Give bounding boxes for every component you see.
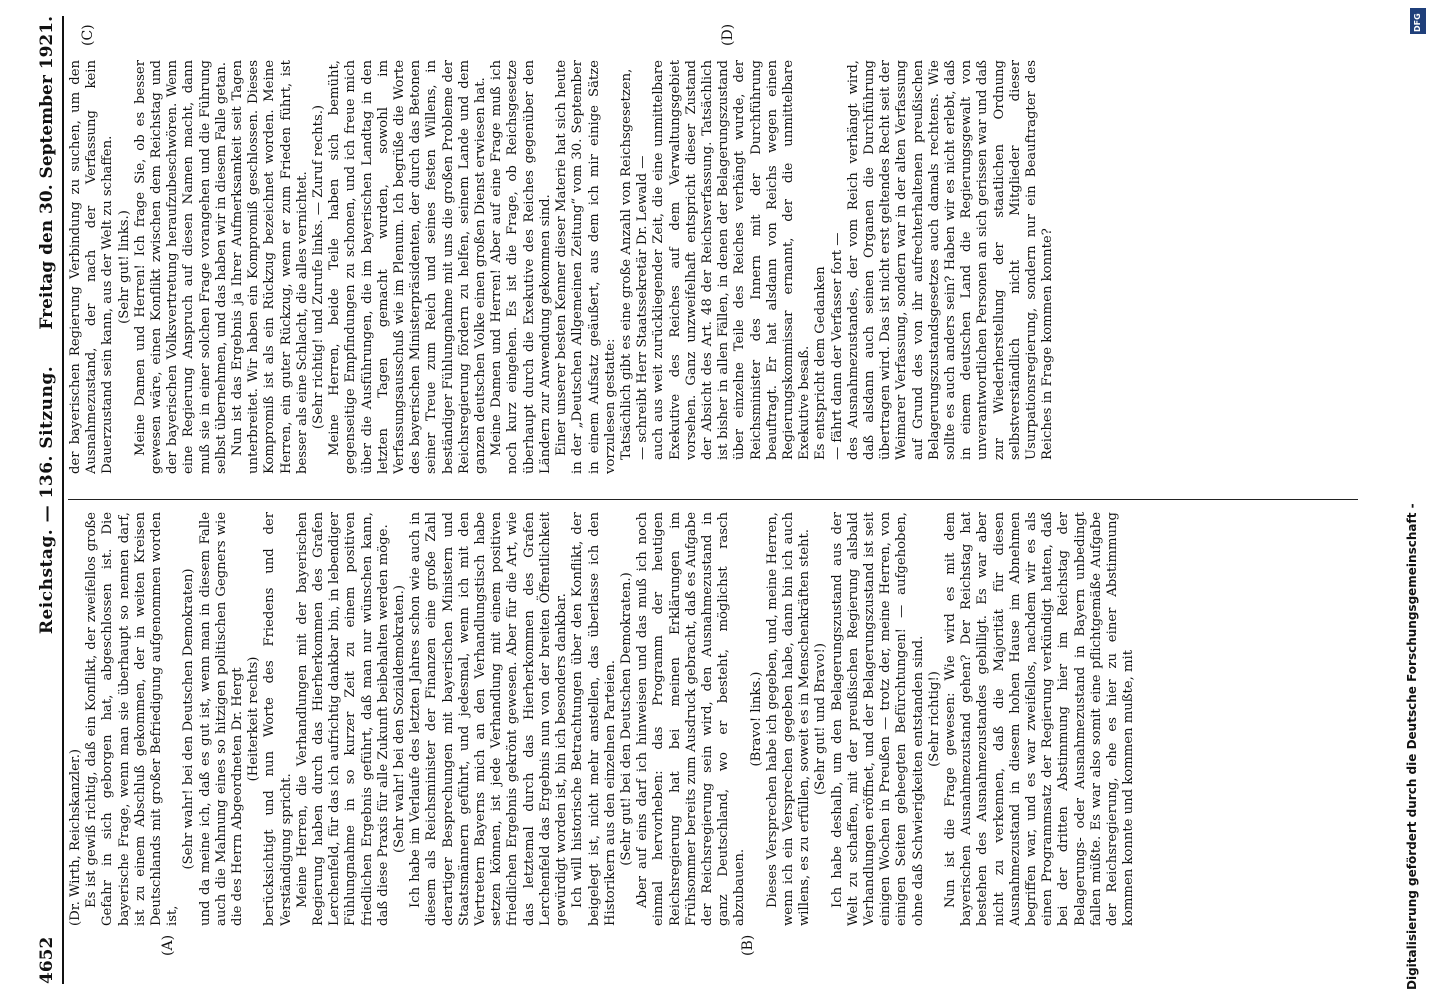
interjection: (Heiterkeit rechts) [246, 656, 262, 782]
paragraph: und da meine ich, daß es gut ist, wenn man in diesem Falle auch die Mahnung eines so hitzigen politischen Gegners wie die des Herrn Abgeordneten Dr. Hergt [197, 512, 246, 926]
paragraph: Nun ist das Ergebnis ja Ihrer Aufmerksamkeit seit Tagen unterbreitet. Wir haben ein Kompromiß geschlossen. Dieses Kompromiß ist als ein Rückzug bezeichnet worden. Meine Herren, ein guter Rückzug, wenn er zum Frieden führt, ist besser als eine Schlacht, die alles vernichtet. [230, 60, 310, 474]
session-title: Reichstag. — 136. Sitzung. [37, 365, 57, 635]
margin-letter-c: (C) [80, 24, 96, 46]
paragraph: der bayerischen Regierung Verbindung zu suchen, um den Ausnahmezustand, der nach der Verfassung kein Dauerzustand sein kann, aus der Welt zu schaffen. [68, 60, 116, 474]
paragraph: Meine Damen und Herren! Ich frage Sie, ob es besser gewesen wäre, einen Konflikt zwischen dem Reichstag und der bayerischen Volksvertretung heraufzubeschwören. Wenn eine Regierung Anspruch auf diesen Namen macht, dann muß sie in einer solchen Frage vorangehen und die Führung selbst übernehmen, und das haben wir in diesem Falle getan. [132, 60, 229, 474]
right-column [68, 60, 1358, 474]
quotation-aside: — schreibt Herr Staatssekretär Dr. Lewald — [635, 155, 651, 460]
paragraph: Aber auf eins darf ich hinweisen und das muß ich noch einmal hervorheben: das Programm der heutigen Reichsregierung hat bei meinen Erklärungen im Frühsommer bereits zum Ausdruck gebracht, daß es Aufgabe der Reichsregierung sein wird, den Ausnahmezustand in ganz Deutschland, wo er besteht, möglichst rasch abzubauen. [635, 512, 748, 926]
page-header [34, 16, 64, 984]
header-rule [62, 16, 64, 984]
paragraph: Dieses Versprechen habe ich gegeben, und, meine Herren, wenn ich ein Versprechen gegeben habe, dann bin ich auch willens, es zu erfüllen, soweit es in Menschenkräften steht. [764, 512, 813, 926]
paragraph: Ich habe deshalb, um den Belagerungszustand aus der Welt zu schaffen, mit der preußischen Regierung alsbald Verhandlungen eröffnet, und der Belagerungszustand ist seit einigen Wochen in Preußen — trotz der, meine Herren, von einigen Seiten geheegten Befürchtungen! — aufgehoben, ohne daß Schwierigkeiten entstanden sind. [829, 512, 926, 926]
dfg-logo-text: DFG [1413, 13, 1422, 32]
quotation: Tatsächlich gibt es eine große Anzahl von Reichsgesetzen, [618, 68, 634, 460]
interjection: (Sehr wahr! bei den Sozialdemokraten.) [392, 585, 408, 853]
paragraph: Meine Herren, die Verhandlungen mit der bayerischen Regierung haben durch das Hierherkommen des Grafen Lerchenfeld, für das ich aufrichtig dankbar bin, in lebendiger Fühlungnahme in so kurzer Zeit zu einem positiven friedlichen Ergebnis geführt, daß man nur wünschen kann, daß diese Praxis für alle Zukunft beibehalten werden möge. [294, 512, 391, 926]
left-column [68, 512, 1358, 926]
session-date: Freitag den 30. September 1921. [37, 16, 57, 330]
paragraph: Einer unserer besten Kenner dieser Materie hat sich heute in der „Deutschen Allgemeinen Zeitung“ vom 30. September in einem Aufsatz geäußert, aus dem ich mir einige Sätze vorzulesen gestatte: [554, 60, 618, 474]
quotation-aside: — fährt dann der Verfasser fort — [829, 232, 845, 460]
paragraph: berücksichtigt und nun Worte des Friedens und der Verständigung spricht. [262, 512, 294, 926]
quotation: auch aus weit zurückliegender Zeit, die eine unmittelbare Exekutive des Reiches auf dem Verwaltungsgebiet vorsehen. Ganz unzweifelhaft entspricht dieser Zustand der Absicht des Art. 48 der Reichsverfassung. Tatsächlich ist bisher in allen Fällen, in denen der Belagerungszustand über einzelne Teile des Reiches verhängt wurde, der Reichsminister des Innern mit der Durchführung beauftragt. Er hat alsdann von Reichs wegen einen Regierungskommissar ernannt, der die unmittelbare Exekutive besaß. [651, 60, 813, 460]
paragraph: Meine Herren, beide Teile haben sich bemüht, gegenseitige Empfindungen zu schonen, und ich freue mich über die Ausführungen, die im bayerischen Landtag in den letzten Tagen gemacht wurden, sowohl im Verfassungsausschuß wie im Plenum. Ich begrüße die Worte des bayerischen Ministerpräsidenten, der durch das Betonen seiner Treue zum Reich und seines festen Willens, in beständiger Fühlungnahme mit uns die großen Probleme der Reichsregierung fördern zu helfen, seinem Lande und dem ganzen deutschen Volke einen großen Dienst erwiesen hat. [327, 60, 489, 474]
interjection: (Sehr gut! links.) [116, 210, 132, 324]
paragraph: Meine Damen und Herren! Aber auf eine Frage muß ich noch kurz eingehen. Es ist die Frage, ob Reichsgesetze überhaupt durch die Exekutive des Reiches gegenüber den Ländern zur Anwendung gekommen sind. [489, 60, 553, 474]
margin-letter-b: (B) [740, 934, 756, 956]
quotation: des Ausnahmezustandes, der vom Reich verhängt wird, daß alsdann auch seinen Organen die Durchführung übertragen wird. Das ist nicht erst geltendes Recht seit der Weimarer Verfassung, sondern war in der alten Verfassung auf Grund des von ihr aufrechterhaltenen preußischen Belagerungszustandsgesetzes auch damals rechtens. Wie sollte es auch anders sein? Haben wir es nicht erlebt, daß in einem deutschen Land die Regierungsgewalt von unverantwortlichen Personen an sich gerissen war und daß zur Wiederherstellung der staatlichen Ordnung selbstverständlich nicht Mitglieder dieser Usurpationsregierung, sondern nur ein Beauftragter des Reiches in Frage kommen konnte? [845, 60, 1056, 460]
paragraph: Nun ist die Frage gewesen: Wie wird es mit dem bayerischen Ausnahmezustand gehen? Der Reichstag hat bestehen des Ausnahmezustandes gebilligt. Es war aber nicht zu verkennen, daß die Majorität für diesen Ausnahmezustand in diesem hohen Hause im Abnehmen begriffen war, und es war zweifellos, nachdem wir es als einen Programmsatz der Regierung verkündigt hatten, daß bei der dritten Abstimmung hier im Reichstag der Belagerungs- oder Ausnahmezustand in Bayern unbedingt fallen müßte. Es war also somit eine pflichtgemäße Aufgabe der Reichsregierung, ehe es hier zu einer Abstimmung kommen konnte und kommen mußte, mit [942, 512, 1137, 926]
column-divider [68, 499, 1358, 500]
quotation: Es entspricht dem Gedanken [813, 266, 829, 460]
interjection: (Sehr richtig!) [926, 671, 942, 767]
interjection: (Sehr richtig! und Zurufe links. — Zuruf rechts.) [311, 104, 327, 430]
interjection: (Bravo! links.) [748, 671, 764, 767]
dfg-logo [1410, 8, 1426, 34]
interjection: (Sehr wahr! bei den Deutschen Demokraten) [181, 568, 197, 870]
interjection: (Sehr gut! und Bravo!) [813, 643, 829, 796]
speaker-line: (Dr. Wirth, Reichskanzler.) [68, 748, 83, 926]
page-number: 4652 [37, 936, 57, 984]
digitization-note: Digitalisierung gefördert durch die Deutsche Forschungsgemeinschaft - [1405, 503, 1419, 990]
digitization-sidebar [1404, 0, 1434, 1000]
interjection: (Sehr gut! bei den Deutschen Demokraten.) [618, 572, 634, 866]
paragraph: Ich will historische Betrachtungen über den Konflikt, der beigelegt ist, nicht mehr anstellen, das überlasse ich den Historikern aus den einzelnen Parteien. [570, 512, 618, 926]
margin-letter-a: (A) [160, 934, 176, 956]
paragraph: Ich habe im Verlaufe des letzten Jahres schon wie auch in diesem als Reichsminister der Finanzen eine große Zahl derartiger Besprechungen mit bayerischen Ministern und Staatsmännern geführt, und jedesmal, wenn ich mit den Vertretern Bayerns mich an den Verhandlungstisch habe setzen können, ist jede Verhandlung mit einem positiven friedlichen Ergebnis gekrönt gewesen. Aber für die Art, wie das letztemal durch das Hierherkommen des Grafen Lerchenfeld das Ergebnis nun von der breiten Öffentlichkeit gewürdigt worden ist, bin ich besonders dankbar. [408, 512, 570, 926]
paragraph: Es ist gewiß richtig, daß ein Konflikt, der zweifellos große Gefahr in sich geborgen hat, abgeschlossen ist. Die bayerische Frage, wenn man sie überhaupt so nennen darf, ist zu einem Abschluß gekommen, der in weiten Kreisen Deutschlands mit großer Befriedigung aufgenommen worden ist, [84, 512, 181, 926]
margin-letter-d: (D) [720, 23, 736, 46]
